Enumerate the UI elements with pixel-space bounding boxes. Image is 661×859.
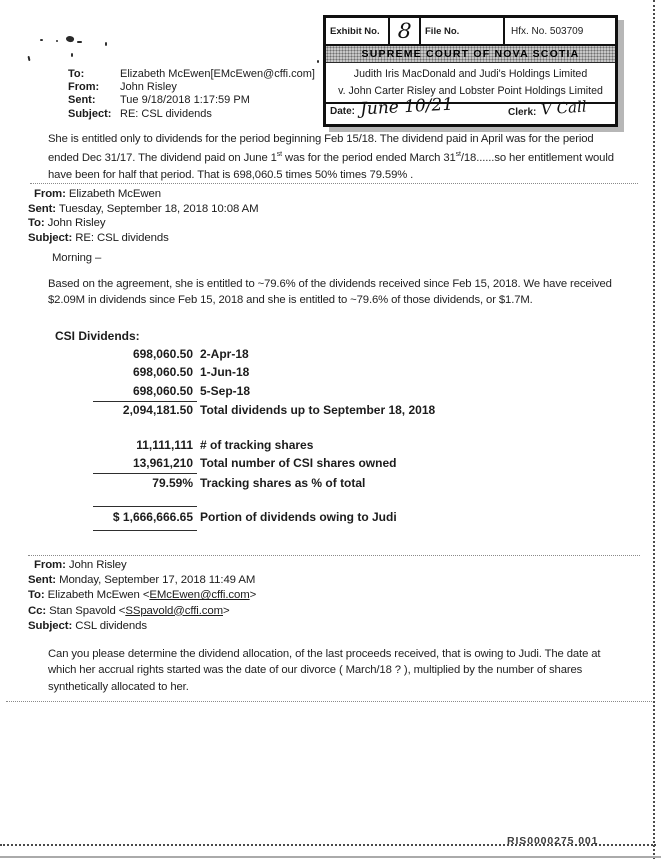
owing-row bbox=[48, 510, 397, 524]
ink-smudge bbox=[105, 42, 107, 46]
email1-header bbox=[68, 68, 315, 121]
clerk-label: Clerk: bbox=[508, 107, 537, 118]
exhibit-stamp-top-row bbox=[326, 18, 615, 46]
ink-smudge bbox=[317, 60, 319, 63]
email3-subject-label: Subject: bbox=[28, 619, 73, 632]
ink-smudge bbox=[77, 41, 82, 43]
shares-row bbox=[48, 438, 313, 452]
email2-subject-label: Subject: bbox=[28, 231, 73, 244]
shares-label: Tracking shares as % of total bbox=[200, 476, 366, 490]
case-caption-line1: Judith Iris MacDonald and Judi's Holdings Limited bbox=[353, 68, 588, 80]
email3-sent-label: Sent: bbox=[28, 574, 56, 587]
email3-cc-address: SSpavold@cffi.com bbox=[125, 604, 223, 617]
scan-edge-bottom bbox=[0, 844, 656, 846]
scan-edge-foot bbox=[0, 856, 661, 858]
shares-amount: 11,111,111 bbox=[136, 438, 193, 452]
email3-cc-suffix: > bbox=[223, 604, 230, 617]
shares-amount: 79.59% bbox=[152, 476, 193, 490]
email2-from-value: Elizabeth McEwen bbox=[68, 188, 161, 200]
dividend-total-amount: 2,094,181.50 bbox=[122, 403, 193, 417]
court-name-banner: SUPREME COURT OF NOVA SCOTIA bbox=[326, 46, 615, 63]
shares-row bbox=[48, 476, 365, 490]
bates-number bbox=[507, 831, 599, 847]
email3-from-label: From: bbox=[34, 559, 66, 571]
clerk-signature: V Call bbox=[540, 97, 588, 119]
email3-cc-prefix: Stan Spavold < bbox=[49, 604, 126, 617]
ink-smudge bbox=[40, 39, 43, 41]
separator-rule bbox=[30, 183, 638, 184]
dividends-title: CSI Dividends: bbox=[55, 329, 140, 343]
stamp-date-row bbox=[326, 94, 615, 124]
bates-number-text: RIS0000275 001 bbox=[507, 835, 599, 847]
email3-body: Can you please determine the dividend allocation, of the last proceeds received, that is owing to Judi. The date at which her accrual rights started was the date of our divorce ( March/18 ? ), multiplied by the number of shares synthetically allocated to her. bbox=[48, 648, 601, 693]
email2-greeting: Morning – bbox=[52, 252, 102, 264]
email3-header bbox=[28, 558, 256, 634]
email3-to-label: To: bbox=[28, 589, 45, 602]
email2-sent-label: Sent: bbox=[28, 202, 56, 215]
separator-rule bbox=[6, 701, 652, 702]
dividend-row bbox=[48, 365, 249, 379]
ink-smudge bbox=[56, 40, 58, 42]
exhibit-stamp bbox=[323, 15, 618, 127]
case-caption-line2: v. John Carter Risley and Lobster Point Holdings Limited bbox=[338, 85, 603, 97]
dividend-date: 2-Apr-18 bbox=[200, 347, 249, 361]
email2-subject-value: RE: CSL dividends bbox=[75, 231, 169, 244]
dividend-date: 1-Jun-18 bbox=[200, 365, 250, 379]
sum-rule bbox=[93, 401, 197, 402]
shares-row bbox=[48, 456, 396, 470]
email1-subject-label: Subject: bbox=[68, 107, 112, 120]
shares-label: Total number of CSI shares owned bbox=[200, 456, 397, 470]
email2-sent-value: Tuesday, September 18, 2018 10:08 AM bbox=[58, 202, 259, 215]
email2-body: Based on the agreement, she is entitled to ~79.6% of the dividends received since Feb 15, 2018. We have received $2.09M in dividends since Feb 15, 2018 and she is entitled to ~79.6% of those dividends, or $1.7M. bbox=[48, 278, 612, 307]
email1-sent-value: Tue 9/18/2018 1:17:59 PM bbox=[120, 94, 250, 107]
email1-to-label: To: bbox=[68, 68, 85, 80]
shares-amount: 13,961,210 bbox=[132, 456, 193, 470]
shares-label: # of tracking shares bbox=[200, 438, 314, 452]
separator-rule bbox=[28, 555, 640, 556]
email2-to-value: John Risley bbox=[47, 217, 106, 230]
dividend-amount: 698,060.50 bbox=[132, 384, 193, 398]
dividend-amount: 698,060.50 bbox=[132, 347, 193, 361]
email1-body-seg2: was for the period ended March 31 bbox=[282, 152, 456, 165]
email3-subject-value: CSL dividends bbox=[75, 619, 147, 632]
email1-to-value: Elizabeth McEwen[EMcEwen@cffi.com] bbox=[120, 68, 315, 80]
email1-subject-value: RE: CSL dividends bbox=[120, 107, 212, 120]
handwritten-date: June 10/21 bbox=[359, 94, 454, 120]
email1-body bbox=[48, 131, 616, 183]
email1-body-sup2: st bbox=[455, 151, 461, 159]
dividend-date: 5-Sep-18 bbox=[200, 384, 251, 398]
sum-rule bbox=[93, 473, 197, 474]
dividend-row bbox=[48, 384, 250, 398]
date-label: Date: bbox=[330, 106, 356, 117]
email1-from-value: John Risley bbox=[120, 81, 177, 94]
owing-label: Portion of dividends owing to Judi bbox=[200, 510, 397, 524]
email3-sent-value: Monday, September 17, 2018 11:49 AM bbox=[59, 574, 256, 587]
ink-smudge bbox=[65, 35, 75, 43]
email1-body-sup1: st bbox=[276, 151, 283, 159]
ink-smudge bbox=[71, 53, 73, 57]
exhibit-no-label: Exhibit No. bbox=[326, 18, 390, 44]
exhibit-no-value bbox=[390, 18, 421, 44]
email2-to-label: To: bbox=[28, 217, 45, 230]
scan-edge-right bbox=[653, 0, 655, 859]
email3-cc-label: Cc: bbox=[28, 604, 47, 617]
email1-body-seg1: She is entitled only to dividends for the period beginning Feb 15/18. The dividend paid in April was for the period ended Dec 31/17. The dividend paid on June 1 bbox=[48, 133, 594, 165]
email1-body-seg3: /18......so her entitlement would have been for half that period. That is 698,060.5 times 50% times 79.59% . bbox=[48, 152, 614, 181]
dividend-total-label: Total dividends up to September 18, 2018 bbox=[200, 403, 436, 417]
owing-amount: $ 1,666,666.65 bbox=[112, 510, 193, 524]
email1-from-label: From: bbox=[68, 81, 100, 94]
email3-to-prefix: Elizabeth McEwen < bbox=[47, 589, 150, 602]
sum-rule bbox=[93, 506, 197, 507]
ink-smudge bbox=[28, 56, 31, 61]
file-no-label: File No. bbox=[421, 18, 505, 44]
email1-sent-label: Sent: bbox=[68, 94, 96, 107]
dividend-total-row bbox=[48, 403, 435, 417]
email3-from-value: John Risley bbox=[68, 559, 127, 571]
dividend-amount: 698,060.50 bbox=[132, 365, 193, 379]
dividend-row bbox=[48, 347, 249, 361]
email2-from-label: From: bbox=[34, 188, 66, 200]
email3-to-address: EMcEwen@cffi.com bbox=[149, 589, 250, 602]
sum-rule bbox=[93, 530, 197, 531]
email2-header bbox=[28, 187, 259, 245]
email3-to-suffix: > bbox=[249, 589, 257, 602]
handwritten-exhibit-number: 8 bbox=[396, 18, 413, 44]
hfx-number: Hfx. No. 503709 bbox=[511, 26, 584, 37]
